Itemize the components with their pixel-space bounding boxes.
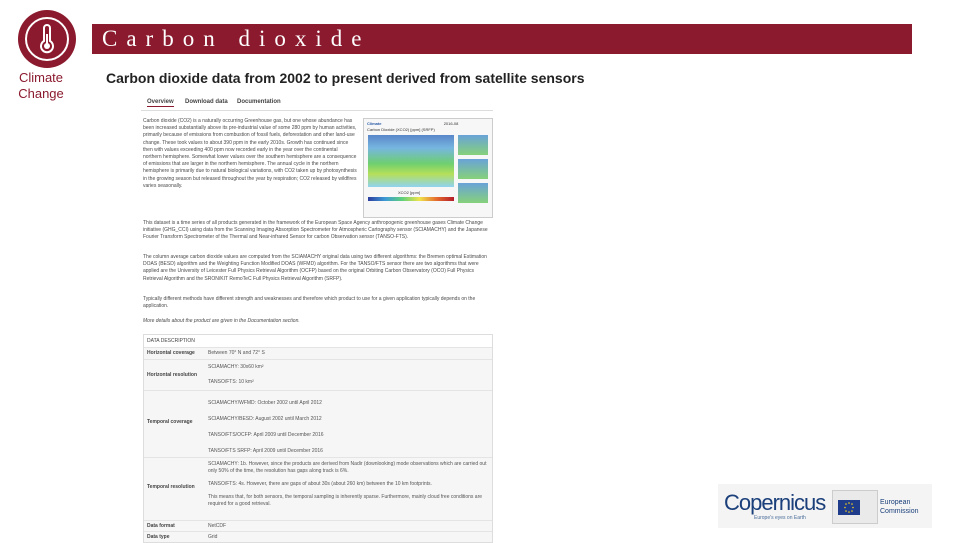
table-row [144,458,492,521]
row-value [208,523,488,530]
row-value-line: Grid [208,534,218,540]
row-value-line: Between 70° N and 72° S [208,350,265,356]
table-header [144,335,492,348]
methods-paragraph: Typically different methods have different strength and weaknesses and therefore which product to use for a given application typically depends on the application. [143,296,476,310]
row-value [208,461,488,508]
row-label: Horizontal resolution [147,372,197,378]
copernicus-tagline: Europe's eyes on Earth [754,515,806,521]
row-label: Horizontal coverage [147,350,195,356]
gas-cci-paragraph: This dataset is a time series of all products generated in the framework of the European Space Agency anthropogenic greenhouse gases Climate Change initiative (GHG_CCI) using data from the Scanning Imaging Absorption Spectrometer for Atmospheric Cartography sensor (SCIAMACHY) and the Japanese Fourier Transform Spectrometer of the Thermal and Near-infrared Sensor for carbon Observation sensor (TANSO-FTS). [143,220,488,241]
row-value-line: TANSO/FTS SRFP: April 2009 until December 2016 [208,448,323,454]
eu-flag-icon [838,500,860,515]
table-header-label: DATA DESCRIPTION [147,338,195,344]
row-value-line: SCIAMACHY: 30x60 km² [208,364,264,370]
tab-download-data[interactable]: Download data [185,99,228,105]
inset-map-2 [458,159,488,179]
brand-label: Climate Change [18,70,64,101]
table-row [144,532,492,542]
title-bar [92,24,912,54]
row-label: Data type [147,534,170,540]
row-value [208,364,488,386]
slide-title: Carbon dioxide [102,26,371,51]
inset-map-3 [458,183,488,203]
thermometer-icon [25,17,69,61]
table-row [144,360,492,391]
figure-brand: Climate [367,121,382,126]
row-value [208,395,488,459]
tab-overview[interactable]: Overview [147,99,174,105]
european-commission-label: European Commission [880,499,919,515]
table-row [144,348,492,360]
row-value [208,350,488,357]
row-value-line: SCIAMACHY/WFMD: October 2002 until April 2012 [208,400,322,406]
xco2-map-figure [363,118,493,218]
row-value-line: TANSO/FTS/OCFP: April 2009 until December 2016 [208,432,324,438]
row-value-line: This means that, for both sensors, the temporal sampling is inherently sparse. Furthermore, mainly cloud free conditions are required for a good retrieval. [208,494,483,507]
figure-header [367,121,458,126]
row-label: Data format [147,523,175,529]
row-value [208,534,488,541]
row-value-line: TANSO/FTS: 10 km² [208,379,254,385]
row-value-line: NetCDF [208,523,227,529]
slide-subtitle: Carbon dioxide data from 2002 to present derived from satellite sensors [106,70,585,86]
data-description-table [143,334,493,543]
documentation-note: More details about the product are given in the Documentation section. [143,318,300,324]
colorbar-label: XCO2 [ppm] [398,190,421,195]
dataset-overview-page [141,96,493,540]
row-value-line: SCIAMACHY: 1b. However, since the products are derived from Nadir (downlooking) mode observations which are carried out only 50% of the time, the resolution has gaps along track is 6%. [208,461,487,474]
xco2-global-map [368,135,454,187]
copernicus-logo: Copernicus [724,490,826,515]
inset-map-1 [458,135,488,155]
algorithms-paragraph: The column average carbon dioxide values are computed from the SCIAMACHY original data using two different algorithms: the Bremen optimal Estimation DOAS (BESD) algorithm and the Weighting Function Modified DOAS (WFMD) algorithm. For the TANSO/FTS sensor there are two algorithms that were applied are the University of Leicester Full Physics Retrieval Algorithm (OCFP) based on the original Orbiting Carbon Observatory (OCO) Full Physics Retrieval Algorithm and the SRON/KIT RemoTeC Full Physics Retrieval Algorithm (SRFP). [143,254,487,282]
row-value-line: SCIAMACHY/BESD: August 2002 until March 2012 [208,416,322,422]
tab-documentation[interactable]: Documentation [237,99,281,105]
tab-bar [141,96,493,111]
figure-map-title: Carbon Dioxide (XCO2) [ppm] (SRFP) [367,127,435,132]
table-row [144,521,492,532]
figure-date: 2016-08 [443,121,459,126]
row-label: Temporal resolution [147,484,195,490]
row-value-line: TANSO/FTS: 4s. However, there are gaps of about 30s (about 260 km) between the 10 km footprints. [208,481,432,487]
partner-logos [718,484,932,528]
climate-change-logo [18,10,76,68]
table-row [144,391,492,458]
colorbar [368,197,454,201]
row-label: Temporal coverage [147,419,193,425]
intro-paragraph: Carbon dioxide (CO2) is a naturally occurring Greenhouse gas, but one whose abundance has been increased substantially above its pre-industrial value of some 280 ppm by human activities, primarily because of emissions from combustion of fossil fuels, deforestation and other land-use change. These took values to about 390 ppm in the early 2010s. Growth has continued since then with values exceeding 400 ppm now recorded early in the year over the continental northern hemisphere. Somewhat lower values over the southern hemisphere are a consequence of emissions that are larger in the northern hemisphere. The annual cycle in the northern hemisphere is primarily due to natural biological variations, with CO2 taken up by photosynthesis in the growing season but released throughout the year by respiration; CO2 released by wildfires varies seasonally. [143,118,357,189]
